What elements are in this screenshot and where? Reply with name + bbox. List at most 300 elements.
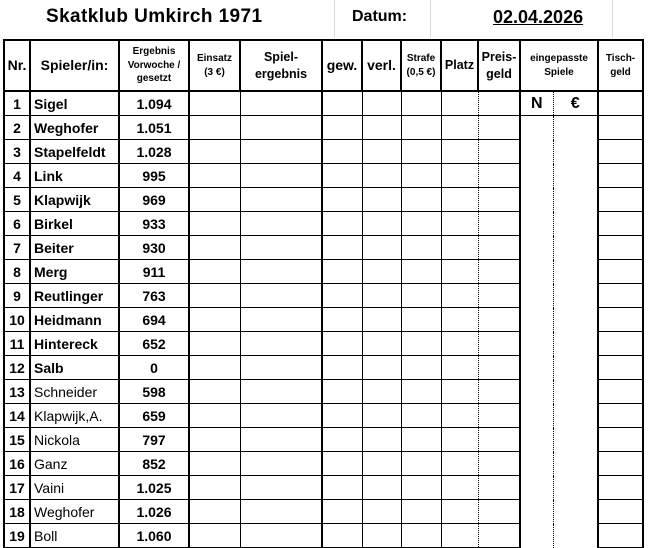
cell-penalty[interactable] xyxy=(401,356,441,380)
cell-adjusted-n[interactable] xyxy=(520,452,553,476)
cell-penalty[interactable] xyxy=(401,284,441,308)
cell-adjusted-euro[interactable] xyxy=(553,428,598,452)
cell-player-name[interactable]: Weghofer xyxy=(30,500,119,524)
cell-player-name[interactable]: Link xyxy=(30,164,119,188)
cell-nr[interactable]: 17 xyxy=(4,476,30,500)
cell-prize[interactable] xyxy=(478,116,520,140)
cell-stake[interactable] xyxy=(189,91,240,116)
cell-penalty[interactable] xyxy=(401,428,441,452)
col-header-table-fee[interactable] xyxy=(598,40,643,91)
cell-won[interactable] xyxy=(322,500,362,524)
cell-lost[interactable] xyxy=(362,236,401,260)
cell-won[interactable] xyxy=(322,476,362,500)
cell-player-name[interactable]: Klapwijk xyxy=(30,188,119,212)
cell-table-fee[interactable] xyxy=(598,524,643,548)
cell-won[interactable] xyxy=(322,380,362,404)
cell-stake[interactable] xyxy=(189,212,240,236)
cell-table-fee[interactable] xyxy=(598,164,643,188)
cell-prev-result[interactable]: 911 xyxy=(119,260,189,284)
col-header-penalty[interactable] xyxy=(401,40,441,91)
cell-adjusted-n[interactable] xyxy=(520,116,553,140)
cell-stake[interactable] xyxy=(189,260,240,284)
cell-lost[interactable] xyxy=(362,476,401,500)
gridline xyxy=(334,0,335,38)
cell-lost[interactable] xyxy=(362,212,401,236)
cell-penalty[interactable] xyxy=(401,476,441,500)
cell-player-name[interactable]: Weghofer xyxy=(30,116,119,140)
cell-nr[interactable]: 19 xyxy=(4,524,30,548)
cell-stake[interactable] xyxy=(189,116,240,140)
cell-table-fee[interactable] xyxy=(598,236,643,260)
cell-adjusted-euro[interactable] xyxy=(553,452,598,476)
col-header-prize[interactable] xyxy=(478,40,520,91)
cell-prev-result[interactable]: 1.094 xyxy=(119,91,189,116)
cell-stake[interactable] xyxy=(189,500,240,524)
cell-table-fee[interactable] xyxy=(598,476,643,500)
cell-player-name[interactable]: Nickola xyxy=(30,428,119,452)
cell-player-name[interactable]: Birkel xyxy=(30,212,119,236)
cell-table-fee[interactable] xyxy=(598,308,643,332)
table-row xyxy=(4,428,643,452)
cell-prize[interactable] xyxy=(478,380,520,404)
cell-penalty[interactable] xyxy=(401,212,441,236)
cell-place[interactable] xyxy=(441,284,478,308)
cell-adjusted-euro[interactable] xyxy=(553,116,598,140)
col-header-player[interactable]: Spieler/in: xyxy=(30,40,119,91)
col-header-prev-result-line2: Vorwoche / xyxy=(127,59,181,71)
col-header-table-fee-line2: geld xyxy=(610,66,631,78)
cell-stake[interactable] xyxy=(189,452,240,476)
cell-lost[interactable] xyxy=(362,428,401,452)
table-row xyxy=(4,140,643,164)
cell-table-fee[interactable] xyxy=(598,428,643,452)
cell-table-fee[interactable] xyxy=(598,116,643,140)
cell-prev-result[interactable]: 1.028 xyxy=(119,140,189,164)
col-header-adjusted-games[interactable] xyxy=(520,40,598,91)
cell-table-fee[interactable] xyxy=(598,452,643,476)
cell-nr[interactable]: 5 xyxy=(4,188,30,212)
cell-prev-result[interactable]: 1.060 xyxy=(119,524,189,548)
cell-penalty[interactable] xyxy=(401,164,441,188)
cell-penalty[interactable] xyxy=(401,236,441,260)
cell-lost[interactable] xyxy=(362,356,401,380)
cell-player-name[interactable]: Ganz xyxy=(30,452,119,476)
col-header-game-result-line1: Spiel- xyxy=(263,50,299,65)
cell-prize[interactable] xyxy=(478,428,520,452)
cell-penalty[interactable] xyxy=(401,116,441,140)
table-row xyxy=(4,476,643,500)
cell-stake[interactable] xyxy=(189,476,240,500)
col-header-stake[interactable] xyxy=(189,40,240,91)
cell-adjusted-euro[interactable] xyxy=(553,284,598,308)
cell-adjusted-euro[interactable] xyxy=(553,404,598,428)
cell-adjusted-n[interactable] xyxy=(520,236,553,260)
col-header-prize-line2: geld xyxy=(486,66,512,81)
cell-stake[interactable] xyxy=(189,236,240,260)
cell-game-result[interactable] xyxy=(240,164,322,188)
cell-game-result[interactable] xyxy=(240,140,322,164)
col-header-won[interactable]: gew. xyxy=(322,40,362,91)
cell-adjusted-euro[interactable] xyxy=(553,140,598,164)
cell-nr[interactable]: 6 xyxy=(4,212,30,236)
cell-game-result[interactable] xyxy=(240,284,322,308)
cell-prize[interactable] xyxy=(478,404,520,428)
cell-penalty[interactable] xyxy=(401,404,441,428)
cell-prev-result[interactable]: 933 xyxy=(119,212,189,236)
table-row xyxy=(4,164,643,188)
cell-table-fee[interactable] xyxy=(598,500,643,524)
cell-lost[interactable] xyxy=(362,188,401,212)
cell-prize[interactable] xyxy=(478,260,520,284)
cell-adjusted-n[interactable] xyxy=(520,284,553,308)
cell-prize[interactable] xyxy=(478,476,520,500)
cell-lost[interactable] xyxy=(362,308,401,332)
col-header-nr[interactable]: Nr. xyxy=(4,40,30,91)
cell-stake[interactable] xyxy=(189,332,240,356)
cell-game-result[interactable] xyxy=(240,236,322,260)
cell-adjusted-euro[interactable] xyxy=(553,500,598,524)
cell-game-result[interactable] xyxy=(240,500,322,524)
cell-penalty[interactable] xyxy=(401,380,441,404)
cell-place[interactable] xyxy=(441,332,478,356)
cell-nr[interactable]: 16 xyxy=(4,452,30,476)
cell-player-name[interactable]: Sigel xyxy=(30,91,119,116)
cell-nr[interactable]: 4 xyxy=(4,164,30,188)
table-row xyxy=(4,404,643,428)
col-header-place[interactable]: Platz xyxy=(441,40,478,91)
cell-lost[interactable] xyxy=(362,284,401,308)
cell-player-name[interactable]: Boll xyxy=(30,524,119,548)
cell-place[interactable] xyxy=(441,260,478,284)
cell-lost[interactable] xyxy=(362,404,401,428)
cell-prev-result[interactable]: 930 xyxy=(119,236,189,260)
cell-penalty[interactable] xyxy=(401,140,441,164)
cell-nr[interactable]: 2 xyxy=(4,116,30,140)
cell-nr[interactable]: 12 xyxy=(4,356,30,380)
cell-prize[interactable] xyxy=(478,140,520,164)
table-row xyxy=(4,356,643,380)
cell-player-name[interactable]: Beiter xyxy=(30,236,119,260)
cell-nr[interactable]: 9 xyxy=(4,284,30,308)
col-header-penalty-line1: Strafe xyxy=(406,53,436,64)
cell-player-name[interactable]: Schneider xyxy=(30,380,119,404)
cell-table-fee[interactable] xyxy=(598,140,643,164)
cell-adjusted-n[interactable] xyxy=(520,260,553,284)
cell-adjusted-euro[interactable] xyxy=(553,164,598,188)
cell-won[interactable] xyxy=(322,332,362,356)
cell-prev-result[interactable]: 694 xyxy=(119,308,189,332)
cell-nr[interactable]: 3 xyxy=(4,140,30,164)
cell-place[interactable] xyxy=(441,308,478,332)
col-header-adjusted-line2: Spiele xyxy=(544,66,574,78)
cell-prize[interactable] xyxy=(478,500,520,524)
cell-place[interactable] xyxy=(441,524,478,548)
cell-game-result[interactable] xyxy=(240,428,322,452)
table-row xyxy=(4,284,643,308)
cell-penalty[interactable] xyxy=(401,452,441,476)
cell-won[interactable] xyxy=(322,428,362,452)
cell-penalty[interactable] xyxy=(401,308,441,332)
cell-adjusted-n[interactable] xyxy=(520,404,553,428)
cell-nr[interactable]: 13 xyxy=(4,380,30,404)
cell-prev-result[interactable]: 969 xyxy=(119,188,189,212)
cell-stake[interactable] xyxy=(189,404,240,428)
col-header-penalty-line2: (0,5 €) xyxy=(406,66,436,78)
cell-stake[interactable] xyxy=(189,188,240,212)
cell-prev-result[interactable]: 995 xyxy=(119,164,189,188)
cell-won[interactable] xyxy=(322,524,362,548)
cell-player-name[interactable]: Salb xyxy=(30,356,119,380)
cell-place[interactable] xyxy=(441,140,478,164)
cell-place[interactable] xyxy=(441,404,478,428)
cell-adjusted-n[interactable]: N xyxy=(520,91,553,116)
cell-won[interactable] xyxy=(322,356,362,380)
cell-game-result[interactable] xyxy=(240,308,322,332)
table-row xyxy=(4,91,643,116)
col-header-game-result-line2: ergebnis xyxy=(254,66,308,81)
cell-stake[interactable] xyxy=(189,284,240,308)
score-table xyxy=(3,39,644,548)
cell-nr[interactable]: 1 xyxy=(4,91,30,116)
cell-place[interactable] xyxy=(441,356,478,380)
cell-place[interactable] xyxy=(441,116,478,140)
cell-prize[interactable] xyxy=(478,212,520,236)
gridline xyxy=(612,0,613,38)
cell-prize[interactable] xyxy=(478,91,520,116)
cell-table-fee[interactable] xyxy=(598,188,643,212)
cell-nr[interactable]: 11 xyxy=(4,332,30,356)
cell-lost[interactable] xyxy=(362,260,401,284)
cell-prize[interactable] xyxy=(478,356,520,380)
table-row xyxy=(4,236,643,260)
cell-prev-result[interactable]: 1.026 xyxy=(119,500,189,524)
cell-lost[interactable] xyxy=(362,524,401,548)
cell-lost[interactable] xyxy=(362,380,401,404)
date-label[interactable]: Datum: xyxy=(352,8,408,25)
cell-prev-result[interactable]: 797 xyxy=(119,428,189,452)
cell-adjusted-n[interactable] xyxy=(520,140,553,164)
col-header-lost[interactable]: verl. xyxy=(362,40,401,91)
col-header-stake-line2: (3 €) xyxy=(204,66,225,78)
cell-adjusted-euro[interactable] xyxy=(553,356,598,380)
cell-prize[interactable] xyxy=(478,332,520,356)
col-header-adjusted-line1: eingepasste xyxy=(530,53,588,64)
cell-nr[interactable]: 8 xyxy=(4,260,30,284)
gridline xyxy=(430,0,431,38)
cell-prev-result[interactable]: 763 xyxy=(119,284,189,308)
cell-adjusted-euro[interactable] xyxy=(553,212,598,236)
cell-won[interactable] xyxy=(322,164,362,188)
cell-game-result[interactable] xyxy=(240,91,322,116)
cell-adjusted-euro[interactable] xyxy=(553,476,598,500)
cell-game-result[interactable] xyxy=(240,452,322,476)
cell-prize[interactable] xyxy=(478,236,520,260)
cell-place[interactable] xyxy=(441,476,478,500)
cell-adjusted-n[interactable] xyxy=(520,188,553,212)
cell-nr[interactable]: 14 xyxy=(4,404,30,428)
cell-game-result[interactable] xyxy=(240,332,322,356)
cell-table-fee[interactable] xyxy=(598,91,643,116)
cell-won[interactable] xyxy=(322,236,362,260)
cell-game-result[interactable] xyxy=(240,524,322,548)
cell-table-fee[interactable] xyxy=(598,404,643,428)
date-value[interactable]: 02.04.2026 xyxy=(493,7,584,27)
cell-nr[interactable]: 10 xyxy=(4,308,30,332)
cell-penalty[interactable] xyxy=(401,524,441,548)
col-header-table-fee-line1: Tisch- xyxy=(605,53,636,64)
cell-adjusted-n[interactable] xyxy=(520,308,553,332)
cell-adjusted-n[interactable] xyxy=(520,476,553,500)
cell-prize[interactable] xyxy=(478,284,520,308)
cell-stake[interactable] xyxy=(189,140,240,164)
cell-stake[interactable] xyxy=(189,308,240,332)
cell-lost[interactable] xyxy=(362,140,401,164)
cell-lost[interactable] xyxy=(362,500,401,524)
cell-player-name[interactable]: Merg xyxy=(30,260,119,284)
cell-adjusted-n[interactable] xyxy=(520,524,553,548)
cell-adjusted-n[interactable] xyxy=(520,332,553,356)
cell-table-fee[interactable] xyxy=(598,332,643,356)
cell-lost[interactable] xyxy=(362,452,401,476)
cell-player-name[interactable]: Klapwijk,A. xyxy=(30,404,119,428)
cell-stake[interactable] xyxy=(189,380,240,404)
cell-player-name[interactable]: Hintereck xyxy=(30,332,119,356)
cell-nr[interactable]: 15 xyxy=(4,428,30,452)
cell-penalty[interactable] xyxy=(401,91,441,116)
title-row xyxy=(0,0,648,38)
cell-game-result[interactable] xyxy=(240,476,322,500)
cell-adjusted-euro[interactable] xyxy=(553,236,598,260)
cell-table-fee[interactable] xyxy=(598,260,643,284)
cell-prize[interactable] xyxy=(478,524,520,548)
cell-prize[interactable] xyxy=(478,452,520,476)
cell-place[interactable] xyxy=(441,164,478,188)
cell-place[interactable] xyxy=(441,452,478,476)
cell-prize[interactable] xyxy=(478,308,520,332)
cell-stake[interactable] xyxy=(189,524,240,548)
cell-game-result[interactable] xyxy=(240,260,322,284)
cell-game-result[interactable] xyxy=(240,380,322,404)
cell-table-fee[interactable] xyxy=(598,380,643,404)
cell-adjusted-n[interactable] xyxy=(520,356,553,380)
cell-lost[interactable] xyxy=(362,116,401,140)
table-row xyxy=(4,308,643,332)
cell-prev-result[interactable]: 598 xyxy=(119,380,189,404)
table-row xyxy=(4,380,643,404)
cell-game-result[interactable] xyxy=(240,212,322,236)
col-header-game-result[interactable] xyxy=(240,40,322,91)
cell-prev-result[interactable]: 1.025 xyxy=(119,476,189,500)
cell-game-result[interactable] xyxy=(240,188,322,212)
cell-player-name[interactable]: Reutlinger xyxy=(30,284,119,308)
cell-lost[interactable] xyxy=(362,164,401,188)
cell-penalty[interactable] xyxy=(401,188,441,212)
cell-penalty[interactable] xyxy=(401,260,441,284)
cell-won[interactable] xyxy=(322,116,362,140)
col-header-stake-line1: Einsatz xyxy=(196,53,232,64)
cell-place[interactable] xyxy=(441,212,478,236)
cell-lost[interactable] xyxy=(362,332,401,356)
cell-stake[interactable] xyxy=(189,356,240,380)
cell-player-name[interactable]: Heidmann xyxy=(30,308,119,332)
cell-won[interactable] xyxy=(322,188,362,212)
cell-prize[interactable] xyxy=(478,188,520,212)
table-row xyxy=(4,524,643,548)
cell-adjusted-n[interactable] xyxy=(520,212,553,236)
cell-adjusted-euro[interactable]: € xyxy=(553,91,598,116)
cell-adjusted-euro[interactable] xyxy=(553,188,598,212)
cell-place[interactable] xyxy=(441,91,478,116)
table-row xyxy=(4,260,643,284)
club-title[interactable]: Skatklub Umkirch 1971 xyxy=(46,6,263,27)
cell-won[interactable] xyxy=(322,91,362,116)
cell-prev-result[interactable]: 659 xyxy=(119,404,189,428)
table-row xyxy=(4,212,643,236)
cell-adjusted-n[interactable] xyxy=(520,500,553,524)
cell-nr[interactable]: 18 xyxy=(4,500,30,524)
cell-game-result[interactable] xyxy=(240,356,322,380)
cell-won[interactable] xyxy=(322,452,362,476)
table-body xyxy=(4,91,643,548)
cell-adjusted-n[interactable] xyxy=(520,380,553,404)
cell-place[interactable] xyxy=(441,380,478,404)
cell-place[interactable] xyxy=(441,188,478,212)
table-row xyxy=(4,500,643,524)
cell-place[interactable] xyxy=(441,500,478,524)
cell-prize[interactable] xyxy=(478,164,520,188)
cell-player-name[interactable]: Vaini xyxy=(30,476,119,500)
cell-won[interactable] xyxy=(322,260,362,284)
table-row xyxy=(4,452,643,476)
cell-stake[interactable] xyxy=(189,428,240,452)
cell-won[interactable] xyxy=(322,140,362,164)
col-header-prev-result-line3: gesetzt xyxy=(136,73,172,85)
cell-game-result[interactable] xyxy=(240,116,322,140)
cell-table-fee[interactable] xyxy=(598,284,643,308)
col-header-prev-result[interactable] xyxy=(119,40,189,91)
col-header-prize-line1: Preis- xyxy=(481,50,517,65)
cell-game-result[interactable] xyxy=(240,404,322,428)
cell-lost[interactable] xyxy=(362,91,401,116)
cell-adjusted-n[interactable] xyxy=(520,428,553,452)
cell-prev-result[interactable]: 852 xyxy=(119,452,189,476)
cell-adjusted-euro[interactable] xyxy=(553,332,598,356)
cell-prev-result[interactable]: 1.051 xyxy=(119,116,189,140)
cell-nr[interactable]: 7 xyxy=(4,236,30,260)
cell-player-name[interactable]: Stapelfeldt xyxy=(30,140,119,164)
cell-adjusted-euro[interactable] xyxy=(553,380,598,404)
cell-won[interactable] xyxy=(322,308,362,332)
cell-penalty[interactable] xyxy=(401,332,441,356)
cell-adjusted-euro[interactable] xyxy=(553,308,598,332)
table-row xyxy=(4,188,643,212)
cell-place[interactable] xyxy=(441,236,478,260)
cell-prev-result[interactable]: 652 xyxy=(119,332,189,356)
cell-won[interactable] xyxy=(322,284,362,308)
cell-stake[interactable] xyxy=(189,164,240,188)
cell-penalty[interactable] xyxy=(401,500,441,524)
cell-table-fee[interactable] xyxy=(598,212,643,236)
cell-adjusted-n[interactable] xyxy=(520,164,553,188)
cell-place[interactable] xyxy=(441,428,478,452)
cell-table-fee[interactable] xyxy=(598,356,643,380)
cell-adjusted-euro[interactable] xyxy=(553,260,598,284)
cell-adjusted-euro[interactable] xyxy=(553,524,598,548)
cell-prev-result[interactable]: 0 xyxy=(119,356,189,380)
col-header-prev-result-line1: Ergebnis xyxy=(132,46,176,58)
cell-won[interactable] xyxy=(322,404,362,428)
cell-won[interactable] xyxy=(322,212,362,236)
